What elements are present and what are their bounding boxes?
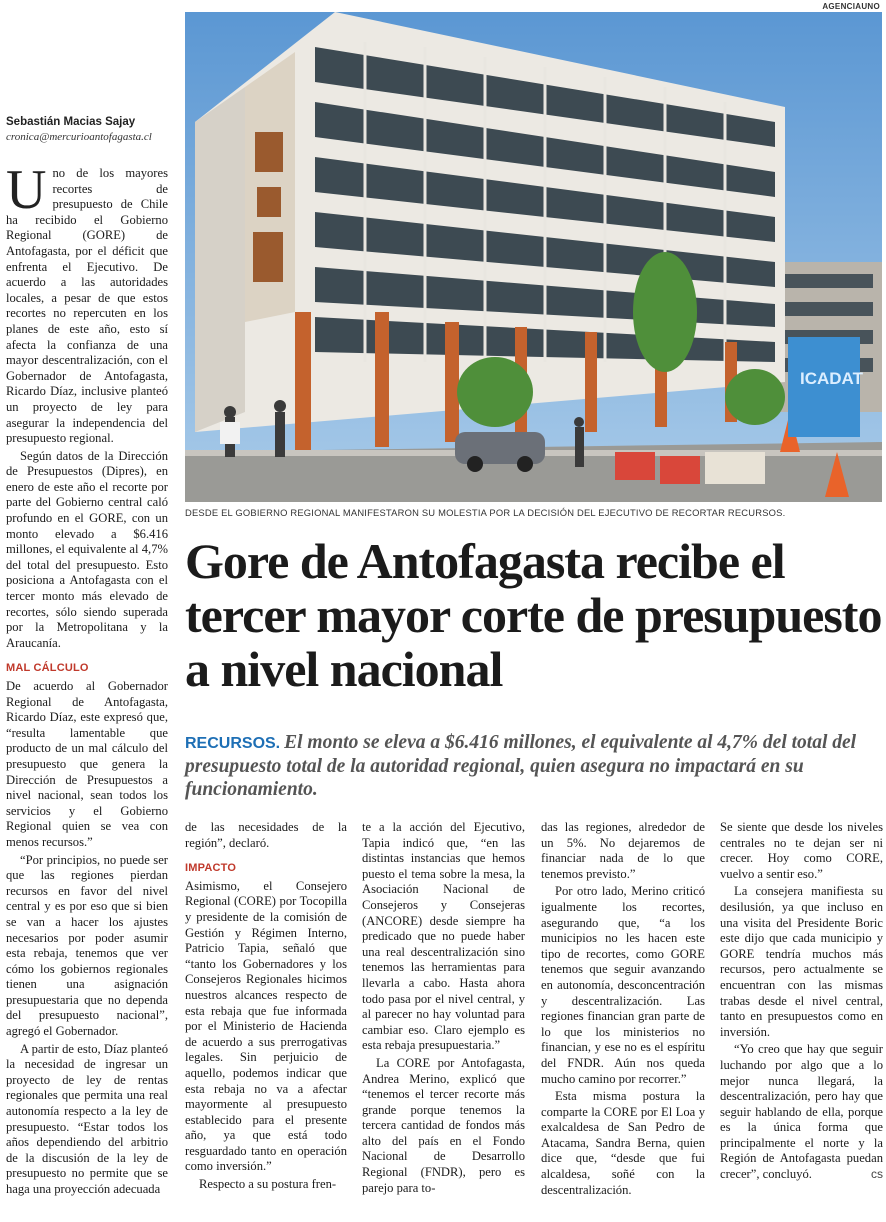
paragraph-text: no de los mayores recortes de presupuesto de Chile ha recibido el Gobierno Regional (GORE) de Antofagasta, por el déficit que enfrenta el Ejecutivo. De acuerdo a las autoridades locales, a pesar de que estos recortes no repercuten en los planes de este año, esto sí afecta la confianza de una mayor descentralización, con el Gobernador de Antofagasta, Ricardo Díaz, inclusive planteó un proyecto de ley para asegurar la independencia del presupuesto regional. bbox=[6, 166, 168, 446]
paragraph bbox=[720, 1042, 883, 1182]
lead-tag: RECURSOS. bbox=[185, 735, 281, 752]
article-column-2 bbox=[185, 820, 347, 1195]
drop-cap: U bbox=[6, 159, 47, 221]
article-column-4 bbox=[541, 820, 705, 1200]
paragraph: te a la acción del Ejecutivo, Tapia indicó que, “en las distintas instancias que hemos puesto el tema sobre la mesa, la Asociación Nacional de Consejeros y Consejeras (ANCORE) desde siempre ha predicado que no puede haber una real descentralización sino tenemos las herramientas para llevarla a cabo. Hasta ahora todo pasa por el nivel central, y al parecer no hay voluntad para cambiar eso. Claro ejemplo es esta rebaja presupuestaria.” bbox=[362, 820, 525, 1053]
article-column-3 bbox=[362, 820, 525, 1198]
paragraph: Esta misma postura la comparte la CORE por El Loa y exalcaldesa de San Pedro de Atacama, Sandra Berna, quien dice que, “desde que fui alcaldesa, soñé con la descentralización. bbox=[541, 1089, 705, 1197]
paragraph: La CORE por Antofagasta, Andrea Merino, explicó que “tenemos el tercer recorte más grande porque tenemos la tercera cantidad de fondos más alto del país en el Fondo Nacional de Desarrollo Regional (FNDR), pero es parejo para to- bbox=[362, 1055, 525, 1195]
subhead-mal-calculo: MAL CÁLCULO bbox=[6, 662, 89, 675]
paragraph: de las necesidades de la región”, declaró. bbox=[185, 820, 347, 850]
car bbox=[455, 432, 545, 464]
subhead-impacto: IMPACTO bbox=[185, 862, 237, 875]
lead-text: El monto se eleva a $6.416 millones, el equivalente al 4,7% del total del presupuesto total de la autoridad regional, quien asegura no impactará en su funcionamiento. bbox=[185, 732, 857, 800]
paragraph: A partir de esto, Díaz planteó la necesidad de ingresar un proyecto de ley de rentas regionales que permita una real autonomía respecto a la ley de presupuesto. “Estar todos los años dependiendo del arbitrio de la discusión de la ley de presupuesto no permite que se haga una proyección adecuada bbox=[6, 1041, 168, 1196]
end-mark-icon: cs bbox=[871, 1167, 883, 1182]
paragraph: das las regiones, alrededor de un 5%. No dejaremos de financiar nada de lo que tenemos previsto.” bbox=[541, 820, 705, 881]
building-illustration bbox=[185, 12, 882, 502]
paragraph: De acuerdo al Gobernador Regional de Antofagasta, Ricardo Díaz, este expresó que, “resulta lamentable que producto de un mal cálculo del presupuesto que genera la Dirección de Presupuestos a nivel nacional, sean todos los servicios y el Gobierno Regional quien se vea con menos recursos.” bbox=[6, 679, 168, 849]
paragraph bbox=[6, 159, 168, 447]
author-name: Sebastián Macias Sajay bbox=[6, 116, 136, 128]
byline bbox=[6, 116, 174, 143]
photo-caption: DESDE EL GOBIERNO REGIONAL MANIFESTARON SU MOLESTIA POR LA DECISIÓN DEL EJECUTIVO DE RECORTAR RECURSOS. bbox=[185, 507, 786, 518]
paragraph: La consejera manifiesta su desilusión, ya que incluso en una visita del Presidente Boric este dijo que cada municipio y GORE tendría muchos más recursos, pero actualmente se encuentran con las mismas trabas desde el nivel central, tanto en presupuestos como en inversión. bbox=[720, 884, 883, 1039]
paragraph: Respecto a su postura fren- bbox=[199, 1177, 337, 1192]
author-email[interactable]: cronica@mercurioantofagasta.cl bbox=[6, 131, 152, 143]
article-column-1 bbox=[6, 159, 168, 1200]
paragraph: Se siente que desde los niveles centrales no te dejan ser ni crecer. Hoy como CORE, vuelvo a sentir eso.” bbox=[720, 820, 883, 881]
paragraph-text: “Yo creo que hay que seguir luchando por algo que a lo mejor nunca llegará, la descentralización, pero hay que seguir hablando de ella, porque es la única forma que principalmente el norte y la Región de Antofagasta puedan crecer”, concluyó. bbox=[720, 1042, 883, 1182]
lead-paragraph bbox=[185, 731, 882, 801]
paragraph: “Por principios, no puede ser que las regiones pierdan recursos en favor del nivel central y es por eso que si bien se van a hacer los ajustes necesarios por poder asumir esta rebaja, tenemos que ver cómo los gobiernos regionales tienen una asignación presupuestaria que no dependa del presupuesto nacional”, agregó el Gobernador. bbox=[6, 852, 168, 1039]
headline: Gore de Antofagasta recibe el tercer mayor corte de presupuesto a nivel nacional bbox=[185, 533, 882, 697]
building-photo bbox=[185, 12, 882, 502]
article-column-5 bbox=[720, 820, 883, 1185]
paragraph: Según datos de la Dirección de Presupuestos (Dipres), en enero de este año el recorte por parte del Gobierno central caló profundo en el GORE, con un monto elevado a $6.416 millones, el equivalente al 4,7% del total del presupuesto. Esto posiciona a Antofagasta con el tercer monto más elevado de recortes, sólo siendo superada por la Metropolitana y la Araucanía. bbox=[6, 448, 168, 650]
paragraph: Asimismo, el Consejero Regional (CORE) por Tocopilla y presidente de la comisión de Gestión y Régimen Interno, Patricio Tapia, señaló que “tanto los Gobernadores y los Consejeros Regionales hicimos nuestros alcances respecto de esta rebaja que fue informada por el Ministerio de Hacienda de acuerdo a sus prerrogativas legales. Sin perjuicio de aquello, podemos indicar que esta rebaja no va a afectar mayormente al presupuesto establecido para el presente año, ya que está todo resguardado tanto en operación como inversión.” bbox=[185, 878, 347, 1174]
booth-sign: ICADAT bbox=[800, 369, 863, 388]
paragraph: Por otro lado, Merino criticó igualmente los recortes, asegurando que, “a los municipios no les hacen este tipo de recortes, como GORE tenemos que seguir avanzando en autonomía, desconcentración y descentralización. Las regiones financian gran parte de lo que los ministerios no financian, y ese no es el espíritu del FNDR. Aún nos queda mucho camino por recorrer.” bbox=[541, 884, 705, 1086]
photo-credit: AGENCIAUNO bbox=[822, 2, 880, 11]
